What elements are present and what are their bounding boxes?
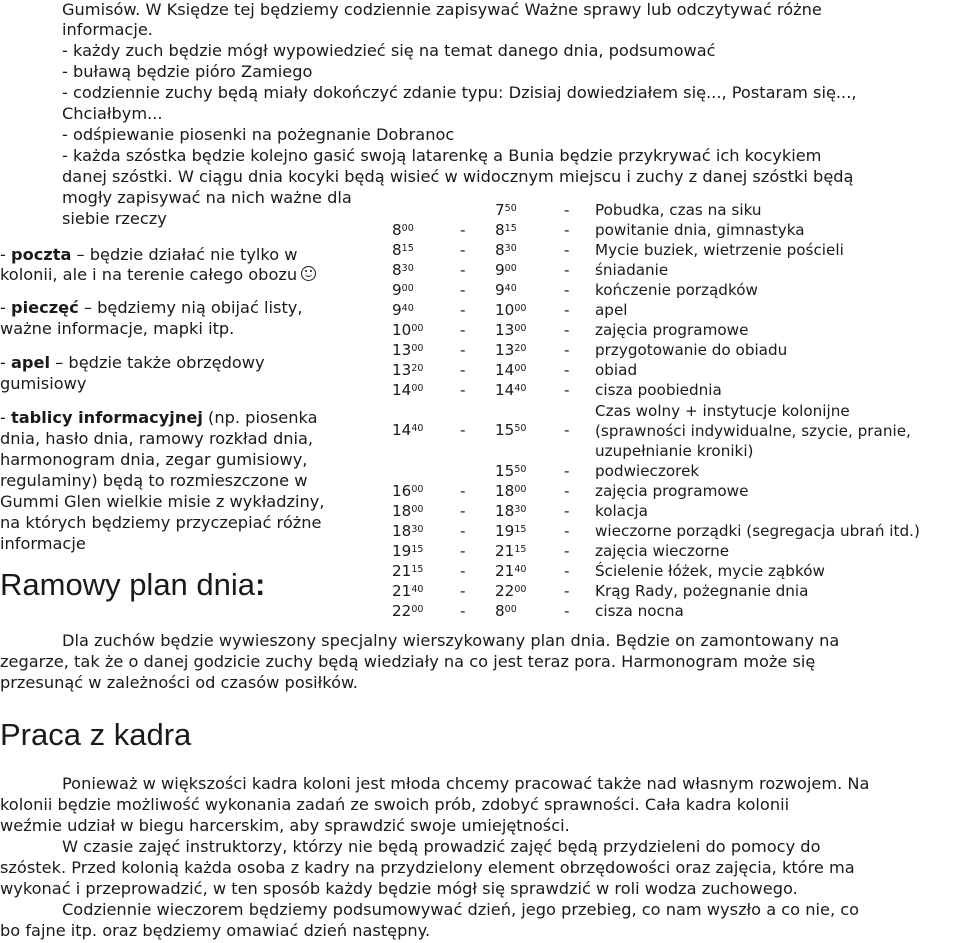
time-to bbox=[495, 381, 526, 400]
time-to bbox=[495, 281, 517, 300]
time-to-hour: 15 bbox=[495, 461, 515, 480]
activity-dash: - bbox=[564, 501, 570, 520]
intro-line: mogły zapisywać na nich ważne dla bbox=[62, 188, 352, 207]
time-to-hour: 18 bbox=[495, 501, 515, 520]
time-from bbox=[392, 341, 423, 360]
time-to-minutes: 30 bbox=[514, 503, 527, 515]
poczta-item-cont bbox=[0, 265, 316, 285]
time-to-hour: 9 bbox=[495, 281, 505, 300]
schedule-table bbox=[392, 199, 952, 623]
time-from bbox=[392, 321, 423, 340]
time-from-minutes: 00 bbox=[411, 383, 424, 395]
time-from-hour: 21 bbox=[392, 561, 412, 580]
time-to bbox=[495, 221, 517, 240]
time-from bbox=[392, 562, 423, 581]
activity-label-line: (sprawności indywidualne, szycie, pranie, bbox=[595, 421, 911, 440]
time-from-hour: 14 bbox=[392, 381, 412, 400]
tablicy-item bbox=[0, 408, 318, 428]
tablicy-line: na których będziemy przyczepiać różne bbox=[0, 513, 322, 532]
time-to-minutes: 15 bbox=[514, 543, 527, 555]
time-from-hour: 19 bbox=[392, 541, 412, 560]
activity-label: powitanie dnia, gimnastyka bbox=[595, 221, 805, 240]
time-dash: - bbox=[460, 601, 466, 620]
time-from bbox=[392, 221, 414, 240]
time-from-minutes: 40 bbox=[401, 303, 414, 315]
time-from-minutes: 00 bbox=[411, 483, 424, 495]
time-from-minutes: 30 bbox=[401, 263, 414, 275]
time-from-hour: 13 bbox=[392, 341, 412, 360]
time-to bbox=[495, 421, 526, 440]
time-from bbox=[392, 241, 414, 260]
praca-line: wykonać i przeprowadzić, w ten sposób każdy będzie mógł się sprawdzić w roli wodza zuchowego. bbox=[0, 879, 798, 898]
time-to-hour: 19 bbox=[495, 521, 515, 540]
time-dash: - bbox=[460, 321, 466, 340]
activity-dash: - bbox=[564, 261, 570, 280]
praca-line: Codziennie wieczorem będziemy podsumowywać dzień, jego przebieg, co nam wyszło a co nie, co bbox=[62, 900, 860, 919]
intro-line: - każdy zuch będzie mógł wypowiedzieć się na temat danego dnia, podsumować bbox=[62, 41, 716, 60]
activity-label: zajęcia wieczorne bbox=[595, 541, 730, 560]
time-from-minutes: 00 bbox=[411, 323, 424, 335]
activity-dash: - bbox=[564, 321, 570, 340]
time-dash: - bbox=[460, 281, 466, 300]
activity-label: śniadanie bbox=[595, 261, 669, 280]
activity-label: zajęcia programowe bbox=[595, 481, 749, 500]
time-from-hour: 21 bbox=[392, 581, 412, 600]
poczta-item bbox=[0, 245, 298, 265]
apel-text: – będzie także obrzędowy bbox=[50, 353, 265, 372]
activity-label: podwieczorek bbox=[595, 461, 700, 480]
activity-label: kolacja bbox=[595, 501, 648, 520]
apel-item-cont: gumisiowy bbox=[0, 374, 87, 393]
tablicy-line: regulaminy) będą to rozmieszczone w bbox=[0, 471, 308, 490]
bullet-prefix: - bbox=[0, 408, 11, 427]
ramowy-heading bbox=[0, 566, 265, 604]
time-to bbox=[495, 522, 526, 541]
ramowy-heading-text: Ramowy plan dnia bbox=[0, 567, 256, 602]
time-from-hour: 8 bbox=[392, 261, 402, 280]
time-to-minutes: 40 bbox=[504, 283, 517, 295]
time-to bbox=[495, 321, 526, 340]
time-dash: - bbox=[460, 241, 466, 260]
praca-heading: Praca z kadra bbox=[0, 717, 192, 752]
intro-line: informacje. bbox=[62, 20, 153, 39]
time-to-hour: 8 bbox=[495, 221, 505, 240]
tablicy-text: (np. piosenka bbox=[202, 408, 318, 427]
praca-line: W czasie zajęć instruktorzy, którzy nie będą prowadzić zajęć będą przydzieleni do pomocy do bbox=[62, 837, 821, 856]
time-to bbox=[495, 462, 526, 481]
activity-dash: - bbox=[564, 581, 570, 600]
time-to-hour: 21 bbox=[495, 541, 515, 560]
tablicy-label: tablicy informacyjnej bbox=[11, 408, 203, 427]
time-to-hour: 9 bbox=[495, 261, 505, 280]
activity-label: zajęcia programowe bbox=[595, 321, 749, 340]
time-from-minutes: 40 bbox=[411, 583, 424, 595]
activity-dash: - bbox=[564, 461, 570, 480]
time-to-minutes: 20 bbox=[514, 343, 527, 355]
time-from-minutes: 00 bbox=[401, 283, 414, 295]
activity-label: kończenie porządków bbox=[595, 281, 758, 300]
time-to bbox=[495, 261, 517, 280]
activity-dash: - bbox=[564, 521, 570, 540]
time-from bbox=[392, 542, 423, 561]
time-from bbox=[392, 381, 423, 400]
intro-line: - buławą będzie pióro Zamiego bbox=[62, 62, 313, 81]
activity-label: Mycie buziek, wietrzenie pościeli bbox=[595, 241, 844, 260]
tablicy-line: dnia, hasło dnia, ramowy rozkład dnia, bbox=[0, 429, 314, 448]
time-to-minutes: 15 bbox=[514, 523, 527, 535]
activity-label-line: uzupełnianie kroniki) bbox=[595, 441, 754, 460]
activity-dash: - bbox=[564, 241, 570, 260]
smiley-face-icon bbox=[301, 266, 316, 281]
praca-line: kolonii będzie możliwość wykonania zadań ze swoich prób, zdobyć sprawności. Cała kadra kolonii bbox=[0, 795, 790, 814]
activity-dash: - bbox=[564, 301, 570, 320]
time-dash: - bbox=[460, 420, 466, 439]
time-to bbox=[495, 602, 517, 621]
pieczec-item-cont: ważne informacje, mapki itp. bbox=[0, 319, 235, 338]
time-to-minutes: 50 bbox=[514, 463, 527, 475]
activity-label: apel bbox=[595, 301, 628, 320]
time-dash: - bbox=[460, 261, 466, 280]
time-from bbox=[392, 482, 423, 501]
time-dash: - bbox=[460, 361, 466, 380]
time-to-minutes: 00 bbox=[514, 303, 527, 315]
bullet-prefix: - bbox=[0, 245, 11, 264]
time-dash: - bbox=[460, 301, 466, 320]
time-from-hour: 18 bbox=[392, 521, 412, 540]
time-to bbox=[495, 341, 526, 360]
pieczec-label: pieczęć bbox=[11, 298, 79, 317]
time-from-hour: 9 bbox=[392, 281, 402, 300]
time-to-minutes: 50 bbox=[514, 422, 527, 434]
poczta-label: poczta bbox=[11, 245, 72, 264]
activity-dash: - bbox=[564, 361, 570, 380]
activity-label: Ścielenie łóżek, mycie ząbków bbox=[595, 561, 825, 580]
time-from bbox=[392, 281, 414, 300]
time-dash: - bbox=[460, 521, 466, 540]
time-from-minutes: 30 bbox=[411, 523, 424, 535]
time-from-hour: 8 bbox=[392, 241, 402, 260]
activity-label: Pobudka, czas na siku bbox=[595, 201, 762, 219]
time-from-minutes: 15 bbox=[411, 543, 424, 555]
time-to-minutes: 00 bbox=[504, 263, 517, 275]
activity-label: obiad bbox=[595, 361, 638, 380]
pieczec-text: – będziemy nią obijać listy, bbox=[78, 298, 303, 317]
time-to-minutes: 00 bbox=[514, 583, 527, 595]
time-dash: - bbox=[460, 541, 466, 560]
time-from-hour: 14 bbox=[392, 420, 412, 439]
poczta-text-cont: kolonii, ale i na terenie całego obozu bbox=[0, 265, 298, 284]
time-to-minutes: 40 bbox=[514, 383, 527, 395]
time-dash: - bbox=[460, 581, 466, 600]
intro-line: siebie rzeczy bbox=[62, 209, 167, 228]
praca-line: Ponieważ w większości kadra koloni jest młoda chcemy pracować także nad własnym rozwojem. Na bbox=[62, 774, 870, 793]
poczta-text: – będzie działać nie tylko w bbox=[71, 245, 298, 264]
time-from-minutes: 40 bbox=[411, 422, 424, 434]
activity-dash: - bbox=[564, 481, 570, 500]
time-from-minutes: 20 bbox=[411, 363, 424, 375]
time-from-minutes: 00 bbox=[401, 223, 414, 235]
time-from bbox=[392, 361, 423, 380]
activity-label: przygotowanie do obiadu bbox=[595, 341, 788, 360]
time-to-hour: 13 bbox=[495, 341, 515, 360]
activity-label: Krąg Rady, pożegnanie dnia bbox=[595, 581, 809, 600]
time-to bbox=[495, 542, 526, 561]
time-from-minutes: 15 bbox=[411, 563, 424, 575]
intro-line: - codziennie zuchy będą miały dokończyć zdanie typu: Dzisiaj dowiedziałem się..., Postaram się..., bbox=[62, 83, 857, 102]
time-from bbox=[392, 602, 423, 621]
time-dash: - bbox=[460, 221, 466, 240]
time-to-minutes: 40 bbox=[514, 563, 527, 575]
activity-dash: - bbox=[564, 601, 570, 620]
time-from-minutes: 00 bbox=[411, 343, 424, 355]
time-from-minutes: 15 bbox=[401, 243, 414, 255]
time-to-hour: 10 bbox=[495, 301, 515, 320]
time-to bbox=[495, 482, 526, 501]
intro-line: - każda szóstka będzie kolejno gasić swoją latarenkę a Bunia będzie przykrywać ich kocykiem bbox=[62, 146, 822, 165]
time-from-minutes: 00 bbox=[411, 603, 424, 615]
activity-dash: - bbox=[564, 561, 570, 580]
bullet-prefix: - bbox=[0, 353, 11, 372]
time-from bbox=[392, 502, 423, 521]
activity-dash: - bbox=[564, 221, 570, 240]
time-to-minutes: 30 bbox=[504, 243, 517, 255]
apel-label: apel bbox=[11, 353, 51, 372]
time-to bbox=[495, 241, 517, 260]
activity-dash: - bbox=[564, 381, 570, 400]
time-dash: - bbox=[460, 481, 466, 500]
pieczec-item bbox=[0, 298, 303, 318]
time-from bbox=[392, 421, 423, 440]
activity-dash: - bbox=[564, 341, 570, 360]
time-to bbox=[495, 301, 526, 320]
time-to-minutes: 15 bbox=[504, 223, 517, 235]
plan-note-line: zegarze, tak że o danej godzicie zuchy będą wiedziały na co jest teraz pora. Harmonogram może się bbox=[0, 652, 816, 671]
time-to-hour: 18 bbox=[495, 481, 515, 500]
time-from-minutes: 00 bbox=[411, 503, 424, 515]
time-to-minutes: 50 bbox=[504, 203, 517, 214]
time-to-minutes: 00 bbox=[514, 363, 527, 375]
praca-line: weźmie udział w biegu harcerskim, aby sprawdzić swoje umiejętności. bbox=[0, 816, 570, 835]
ramowy-heading-colon: : bbox=[255, 567, 266, 602]
time-from bbox=[392, 582, 423, 601]
time-from bbox=[392, 522, 423, 541]
time-to bbox=[495, 361, 526, 380]
activity-label-line: Czas wolny + instytucje kolonijne bbox=[595, 401, 850, 420]
tablicy-line: Gummi Glen wielkie misie z wykładziny, bbox=[0, 492, 325, 511]
time-to-hour: 8 bbox=[495, 601, 505, 620]
activity-label: cisza nocna bbox=[595, 601, 684, 620]
time-to-hour: 14 bbox=[495, 361, 515, 380]
activity-dash: - bbox=[564, 420, 570, 439]
time-from bbox=[392, 261, 414, 280]
plan-note-line: Dla zuchów będzie wywieszony specjalny wierszykowany plan dnia. Będzie on zamontowany na bbox=[62, 631, 840, 650]
activity-dash: - bbox=[564, 541, 570, 560]
time-to-minutes: 00 bbox=[514, 483, 527, 495]
praca-line: bo fajne itp. oraz będziemy omawiać dzień następny. bbox=[0, 921, 431, 940]
time-from-hour: 18 bbox=[392, 501, 412, 520]
bullet-prefix: - bbox=[0, 298, 11, 317]
time-from-hour: 16 bbox=[392, 481, 412, 500]
time-to bbox=[495, 582, 526, 601]
time-to-hour: 8 bbox=[495, 241, 505, 260]
praca-line: szóstek. Przed kolonią każda osoba z kadry na przydzielony element obrzędowości oraz zajęcia, które ma bbox=[0, 858, 855, 877]
intro-line: Gumisów. W Księdze tej będziemy codziennie zapisywać Ważne sprawy lub odczytywać różne bbox=[62, 0, 822, 19]
time-to-hour: 22 bbox=[495, 581, 515, 600]
tablicy-line: harmonogram dnia, zegar gumisiowy, bbox=[0, 450, 308, 469]
tablicy-line: informacje bbox=[0, 534, 86, 553]
time-to-hour: 13 bbox=[495, 321, 515, 340]
intro-line: Chciałbym... bbox=[62, 104, 163, 123]
activity-label: wieczorne porządki (segregacja ubrań itd.) bbox=[595, 521, 920, 540]
plan-note-line: przesunąć w zależności od czasów posiłków. bbox=[0, 673, 358, 692]
time-dash: - bbox=[460, 341, 466, 360]
time-dash: - bbox=[460, 381, 466, 400]
apel-item bbox=[0, 353, 265, 373]
time-dash: - bbox=[460, 561, 466, 580]
time-to-minutes: 00 bbox=[504, 603, 517, 615]
time-to-minutes: 00 bbox=[514, 323, 527, 335]
time-to bbox=[495, 502, 526, 521]
time-from-hour: 10 bbox=[392, 321, 412, 340]
intro-line: - odśpiewanie piosenki na pożegnanie Dobranoc bbox=[62, 125, 455, 144]
time-from-hour: 13 bbox=[392, 361, 412, 380]
activity-dash: - bbox=[564, 281, 570, 300]
time-from-hour: 9 bbox=[392, 301, 402, 320]
time-to bbox=[495, 562, 526, 581]
time-to-hour: 7 bbox=[495, 201, 505, 219]
activity-label: cisza poobiednia bbox=[595, 381, 722, 400]
time-from-hour: 8 bbox=[392, 221, 402, 240]
time-from bbox=[392, 301, 414, 320]
intro-line: danej szóstki. W ciągu dnia kocyki będą wisieć w widocznym miejscu i zuchy z danej szóstki będą bbox=[62, 167, 854, 186]
time-dash: - bbox=[460, 501, 466, 520]
time-to-hour: 15 bbox=[495, 420, 515, 439]
time-to-hour: 21 bbox=[495, 561, 515, 580]
activity-dash: - bbox=[564, 201, 570, 219]
schedule-row-free-time bbox=[392, 402, 952, 460]
time-to-hour: 14 bbox=[495, 381, 515, 400]
time-from-hour: 22 bbox=[392, 601, 412, 620]
time-to bbox=[495, 201, 517, 220]
